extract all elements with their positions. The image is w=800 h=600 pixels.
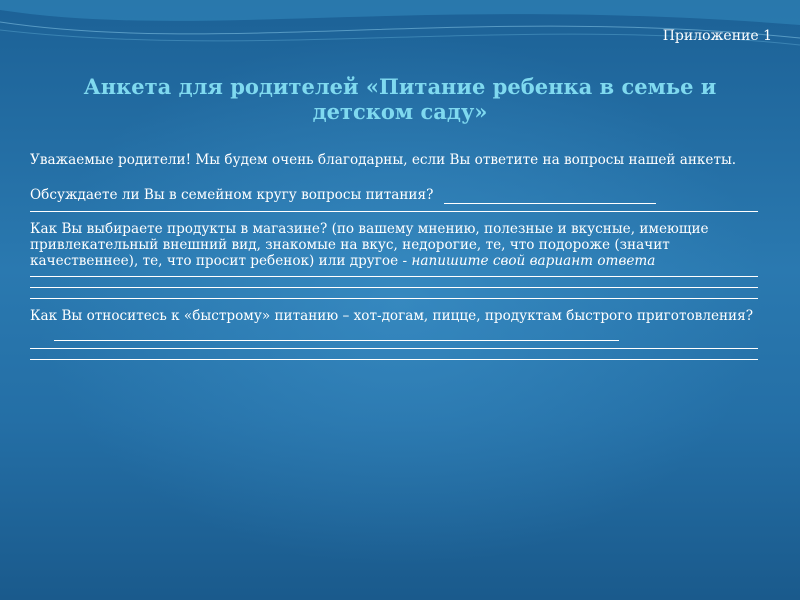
answer-line-1a[interactable] [444,187,656,204]
question-1-text: Обсуждаете ли Вы в семейном кругу вопросы питания? [30,187,434,203]
answer-line-3a[interactable] [54,324,619,341]
question-1 [30,187,758,212]
question-3-text: Как Вы относитесь к «быстрому» питанию – хот-догам, пицце, продуктам быстрого приготовления? [30,308,753,324]
question-3 [30,308,758,360]
answer-line-3b[interactable] [30,347,758,349]
greeting-text: Уважаемые родители! Мы будем очень благодарны, если Вы ответите на вопросы нашей анкеты. [30,152,737,168]
answer-line-2c[interactable] [30,297,758,299]
questionnaire-body [30,152,758,369]
question-2 [30,221,758,299]
answer-line-1b[interactable] [30,210,758,212]
answer-line-2a[interactable] [30,275,758,277]
question-2-text: Как Вы выбираете продукты в магазине? (по вашему мнению, полезные и вкусные, имеющие привлекательный внешний вид, знакомые на вкус, недорогие, те, что подороже (значит качественнее), те, что просит ребенок) или другое - [30,221,709,269]
question-2-emphasis: напишите свой вариант ответа [411,253,656,269]
answer-line-2b[interactable] [30,286,758,288]
page-title: Анкета для родителей «Питание ребенка в семье и детском саду» [83,74,717,124]
answer-line-3c[interactable] [30,358,758,360]
appendix-label: Приложение 1 [662,28,772,44]
